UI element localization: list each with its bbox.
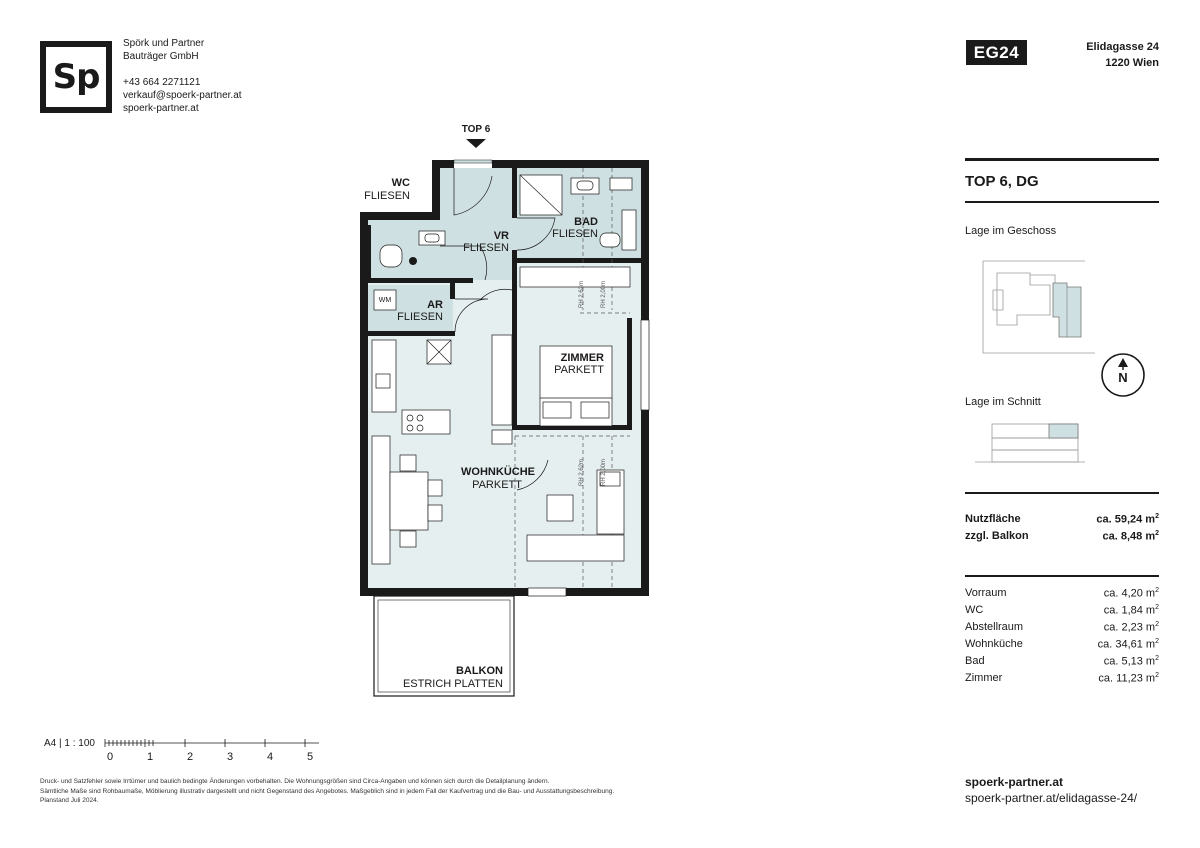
summary-label: zzgl. Balkon xyxy=(965,530,1029,542)
entrance-arrow-icon xyxy=(466,139,486,148)
balkon-floor: ESTRICH PLATTEN xyxy=(402,678,503,690)
room-area-row: Zimmer ca. 11,23 $m^2$ xyxy=(965,672,1159,685)
scale-tick-label: 5 xyxy=(307,751,314,763)
wohn-floor: PARKETT xyxy=(472,479,522,491)
wohn-name: WOHNKÜCHE xyxy=(461,466,535,478)
bad-floor: FLIESEN xyxy=(552,228,598,240)
section-highlight xyxy=(1049,424,1078,438)
contact-website[interactable]: spoerk-partner.at xyxy=(123,103,199,114)
room-area-row: Abstellraum ca. 2,23 $m^2$ xyxy=(965,621,1159,634)
svg-text:RH 2,00m: RH 2,00m xyxy=(601,280,607,308)
logo-text: Sp xyxy=(52,57,100,97)
vr-name: VR xyxy=(493,230,509,242)
contact-phone[interactable]: +43 664 2271121 xyxy=(123,77,201,88)
floor-position-map xyxy=(975,255,1155,360)
svg-text:RH 2,00m: RH 2,00m xyxy=(601,458,607,486)
wc-floor: FLIESEN xyxy=(364,190,410,202)
footer-web-main[interactable]: spoerk-partner.at xyxy=(965,775,1064,789)
section-position-map xyxy=(975,420,1085,482)
ar-name: AR xyxy=(427,299,443,311)
scale-tick-label: 3 xyxy=(227,751,234,763)
divider xyxy=(965,492,1159,494)
zimmer-floor: PARKETT xyxy=(554,364,604,376)
unit-title: TOP 6, DG xyxy=(965,173,1039,190)
ar-floor: FLIESEN xyxy=(397,311,443,323)
bad-name: BAD xyxy=(574,216,598,228)
scale-tick-label: 1 xyxy=(147,751,154,763)
wc-name: WC xyxy=(391,177,410,189)
summary-row-usable xyxy=(965,513,1159,526)
company-name-line1: Spörk und Partner xyxy=(123,38,205,49)
north-label: N xyxy=(1118,370,1128,385)
address-street: Elidagasse 24 xyxy=(1086,41,1159,53)
scale-label: A4 | 1 : 100 xyxy=(44,738,95,749)
disclaimer: Druck- und Satzfehler sowie Irrtümer und baulich bedingte Änderungen vorbehalten. Die Wohnungsgrößen sind Circa-Angaben und können sich durch die Detailplanung ändern. Sämtliche Maße sind Rohbaumaße, Möblierung illustrativ dargestellt und nicht Gegenstand des Angebotes. Maßgeblich sind in jedem Fall der Kaufvertrag und die Bau- und Ausstattungsbeschreibung. Planstand Juli 2024. xyxy=(40,778,615,804)
summary-row-balcony xyxy=(965,530,1159,543)
section-position-label: Lage im Schnitt xyxy=(965,396,1041,408)
scale-tick-label: 0 xyxy=(107,751,114,763)
scale-tick-label: 2 xyxy=(187,751,194,763)
svg-text:RH 2,62m: RH 2,62m xyxy=(579,458,585,486)
divider xyxy=(965,158,1159,161)
room-area-row: Vorraum ca. 4,20 $m^2$ xyxy=(965,587,1159,600)
entrance-label: TOP 6 xyxy=(461,124,491,135)
svg-text:RH 2,62m: RH 2,62m xyxy=(579,280,585,308)
company-name-line2: Bauträger GmbH xyxy=(123,51,199,62)
project-address xyxy=(1086,39,1159,71)
room-area-row: Wohnküche ca. 34,61 $m^2$ xyxy=(965,638,1159,651)
wm-label: WM xyxy=(378,297,392,304)
project-badge: EG24 xyxy=(966,40,1027,65)
scale-tick-label: 4 xyxy=(267,751,274,763)
zimmer-name: ZIMMER xyxy=(560,352,604,364)
footer-web-project[interactable]: spoerk-partner.at/elidagasse-24/ xyxy=(965,791,1138,805)
room-area-row: Bad ca. 5,13 $m^2$ xyxy=(965,655,1159,668)
toilet-icon xyxy=(409,257,417,265)
balkon-name: BALKON xyxy=(455,665,503,677)
north-arrow-icon xyxy=(1098,352,1148,398)
summary-value: ca. 8,48 $m^2$ xyxy=(1102,530,1159,543)
floor-position-label: Lage im Geschoss xyxy=(965,225,1057,237)
scale-bar xyxy=(100,736,325,750)
divider xyxy=(965,575,1159,577)
room-area-row: WC ca. 1,84 $m^2$ xyxy=(965,604,1159,617)
address-city: 1220 Wien xyxy=(1105,57,1159,69)
contact-email[interactable]: verkauf@spoerk-partner.at xyxy=(123,90,242,101)
divider xyxy=(965,201,1159,203)
summary-label: Nutzfläche xyxy=(965,513,1021,525)
summary-value: ca. 59,24 $m^2$ xyxy=(1096,513,1159,526)
vr-floor: FLIESEN xyxy=(463,242,509,254)
